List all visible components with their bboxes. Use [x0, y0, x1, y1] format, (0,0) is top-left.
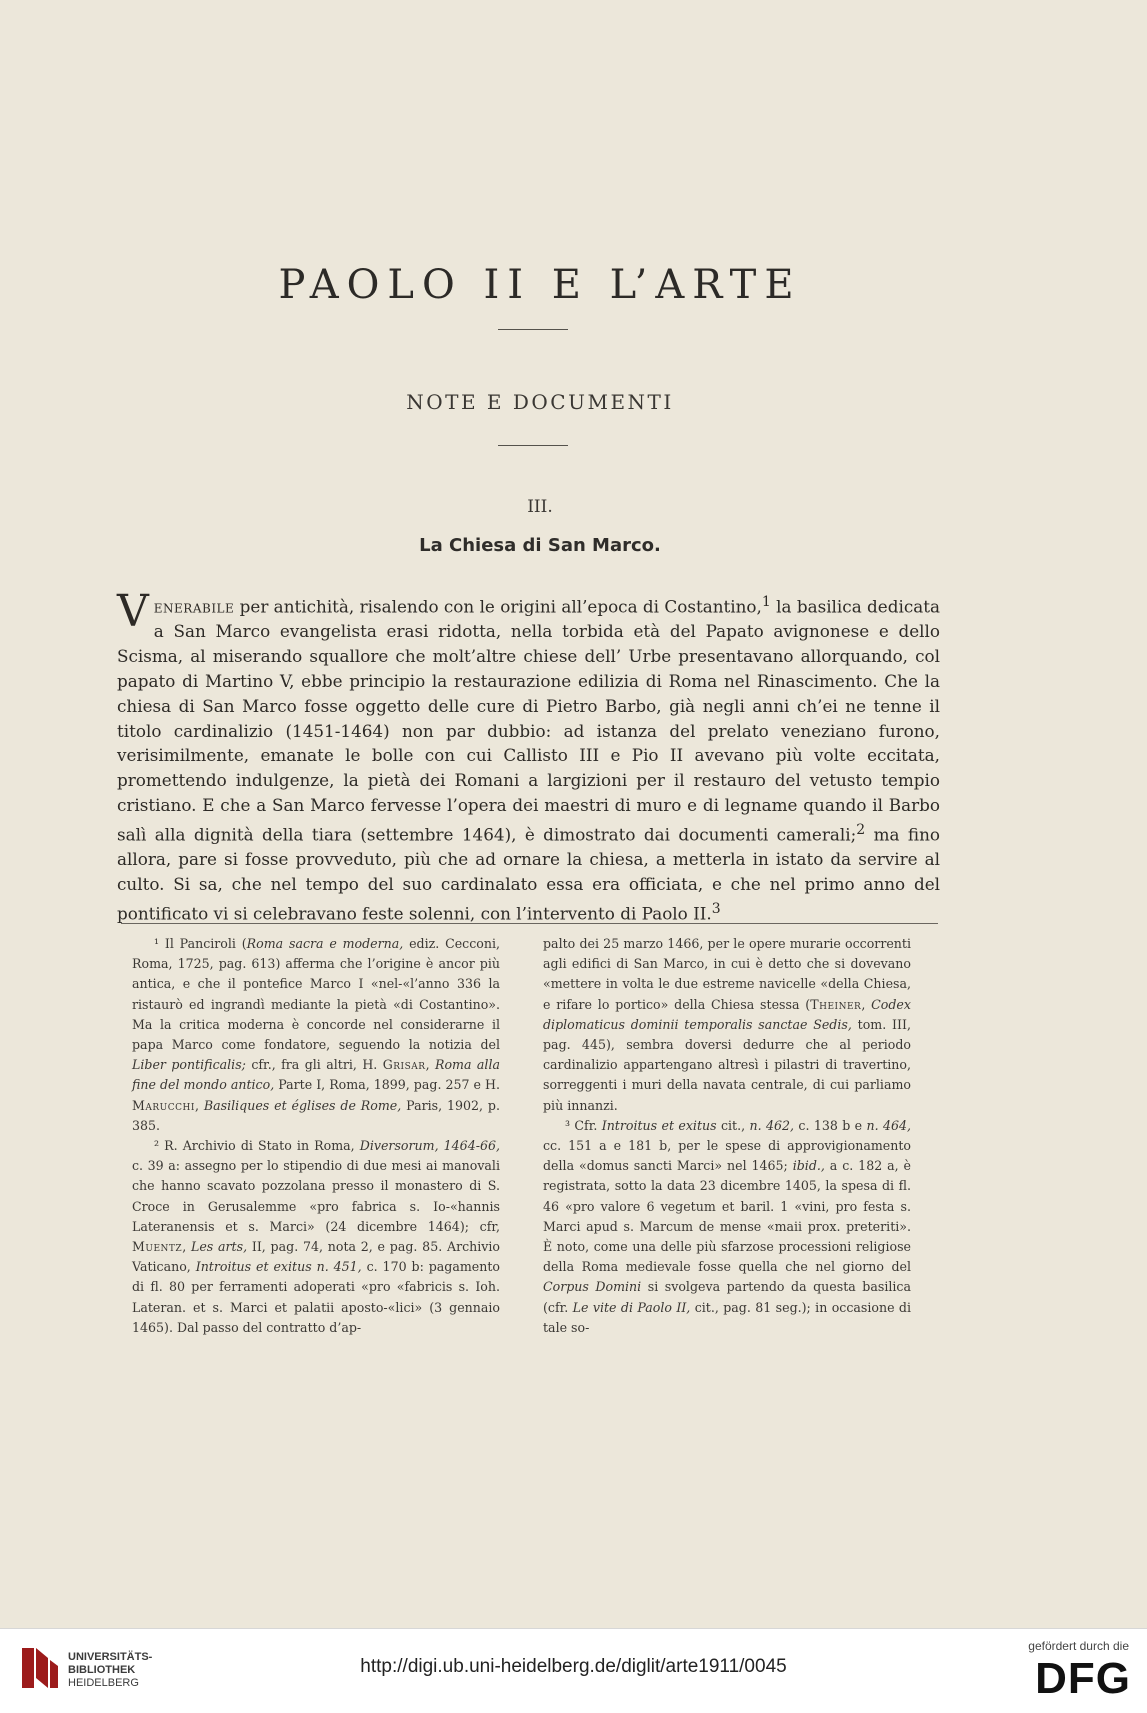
body-paragraph [117, 586, 940, 926]
footnote-2-continued: palto dei 25 marzo 1466, per le opere murarie occorrenti agli edifici di San Marco, in cui è detto che si dovevano «mettere in volta le due estreme navicelle «della Chiesa, e rifare lo portico» della Chiesa stessa (Theiner, Codex diplomaticus dominii temporalis sanctae Sedis, tom. III, pag. 445), sembra doversi dedurre che al periodo cardinalizio appartengano altresì i pilastri di travertino, sorreggenti i muri della navata centrale, di cui parliamo più innanzi. [543, 936, 911, 1113]
footnote-ref[interactable]: 2 [856, 821, 866, 838]
permalink-url[interactable]: http://digi.ub.uni-heidelberg.de/diglit/arte1911/0045 [360, 1656, 787, 1677]
dfg-logo[interactable]: DFG [1035, 1654, 1131, 1703]
section-number: III. [527, 497, 553, 517]
page-title: PAOLO II E L’ARTE [278, 262, 802, 308]
body-text: per antichità, risalendo con le origini all’epoca di Costantino, [234, 596, 762, 617]
footnote-separator [121, 923, 938, 924]
footnote-ref[interactable]: 3 [711, 900, 721, 917]
smallcaps-lead: enerabile [153, 596, 235, 617]
page-subtitle: NOTE E DOCUMENTI [406, 390, 674, 414]
sponsor-label: gefördert durch die [1028, 1639, 1129, 1653]
body-text: la basilica dedicata a San Marco evangelista erasi ridotta, nella torbida età del Papato avignonese e dello Scisma, al miserando squallore che molt’altre chiese dell’ Urbe presentavano allorquando, col papato di Martino V, ebbe principio la restaurazione edilizia di Roma nel Rinascimento. Che la chiesa di San Marco fosse oggetto delle cure di Pietro Barbo, già negli anni ch’ei ne tenne il titolo cardinalizio (1451-1464) non par dubbio: ad istanza del prelato veneziano furono, verisimilmente, emanate le bolle con cui Callisto III e Pio II avevano più volte eccitata, promettendo indulgenze, la pietà dei Romani a largizioni per il restauro del vetusto tempio cristiano. E che a San Marco fervesse l’opera dei maestri di muro e di legname quando il Barbo salì alla dignità della tiara (settembre 1464), è dimostrato dai documenti camerali; [117, 596, 940, 845]
drop-cap: V [117, 586, 149, 637]
footnotes-left-column [132, 934, 500, 1338]
subtitle-divider [498, 445, 568, 446]
footnotes-right-column [543, 934, 911, 1338]
footnote-2: ² R. Archivio di Stato in Roma, Diversorum, 1464-66, c. 39 a: assegno per lo stipendio di due mesi ai manovali che hanno scavato pozzolana presso il monastero di S. Croce in Gerusalemme «pro fabrica s. Io-«hannis Lateranensis et s. Marci» (24 dicembre 1464); cfr, Muentz, Les arts, II, pag. 74, nota 2, e pag. 85. Archivio Vaticano, Introitus et exitus n. 451, c. 170 b: pagamento di fl. 80 per ferramenti adoperati «pro «fabricis s. Ioh. Lateran. et s. Marci et palatii aposto-«lici» (3 gennaio 1465). Dal passo del contratto d’ap- [132, 1138, 501, 1335]
viewer-footer [0, 1628, 1147, 1713]
footnote-1: ¹ Il Panciroli (Roma sacra e moderna, ediz. Cecconi, Roma, 1725, pag. 613) afferma che l’origine è ancor più antica, e che il pontefice Marco I «nel-«l’anno 336 la ristaurò ed ingrandì mediante la pietà «di Costantino». Ma la critica moderna è concorde nel considerarne il papa Marco come fondatore, seguendo la notizia del Liber pontificalis; cfr., fra gli altri, H. Grisar, Roma alla fine del mondo antico, Parte I, Roma, 1899, pag. 257 e H. Marucchi, Basiliques et églises de Rome, Paris, 1902, p. 385. [132, 936, 500, 1133]
section-title: La Chiesa di San Marco. [419, 535, 661, 556]
footnote-ref[interactable]: 1 [761, 594, 771, 610]
library-name[interactable]: UNIVERSITÄTS- BIBLIOTHEK HEIDELBERG [68, 1651, 153, 1689]
body-text: ma fino allora, pare si fosse provveduto, più che ad ornare la chiesa, a metterla in istato da servire al culto. Si sa, che nel tempo del suo cardinalato essa era officiata, e che nel primo anno del pontificato vi si celebravano feste solenni, con l’intervento di Paolo II. [117, 824, 940, 924]
title-divider [498, 329, 568, 330]
footnote-3: ³ Cfr. Introitus et exitus cit., n. 462, c. 138 b e n. 464, cc. 151 a e 181 b, per le spese di approvigionamento della «domus sancti Marci» nel 1465; ibid., a c. 182 a, è registrata, sotto la data 23 dicembre 1405, la spesa di fl. 46 «pro valore 6 vegetum et baril. 1 «vini, pro festa s. Marci apud s. Marcum de mense «maii prox. preteriti». È noto, come una delle più sfarzose processioni religiose della Roma medievale fosse quella che nel giorno del Corpus Domini si svolgeva partendo da questa basilica (cfr. Le vite di Paolo II, cit., pag. 81 seg.); in occasione di tale so- [543, 1117, 912, 1335]
